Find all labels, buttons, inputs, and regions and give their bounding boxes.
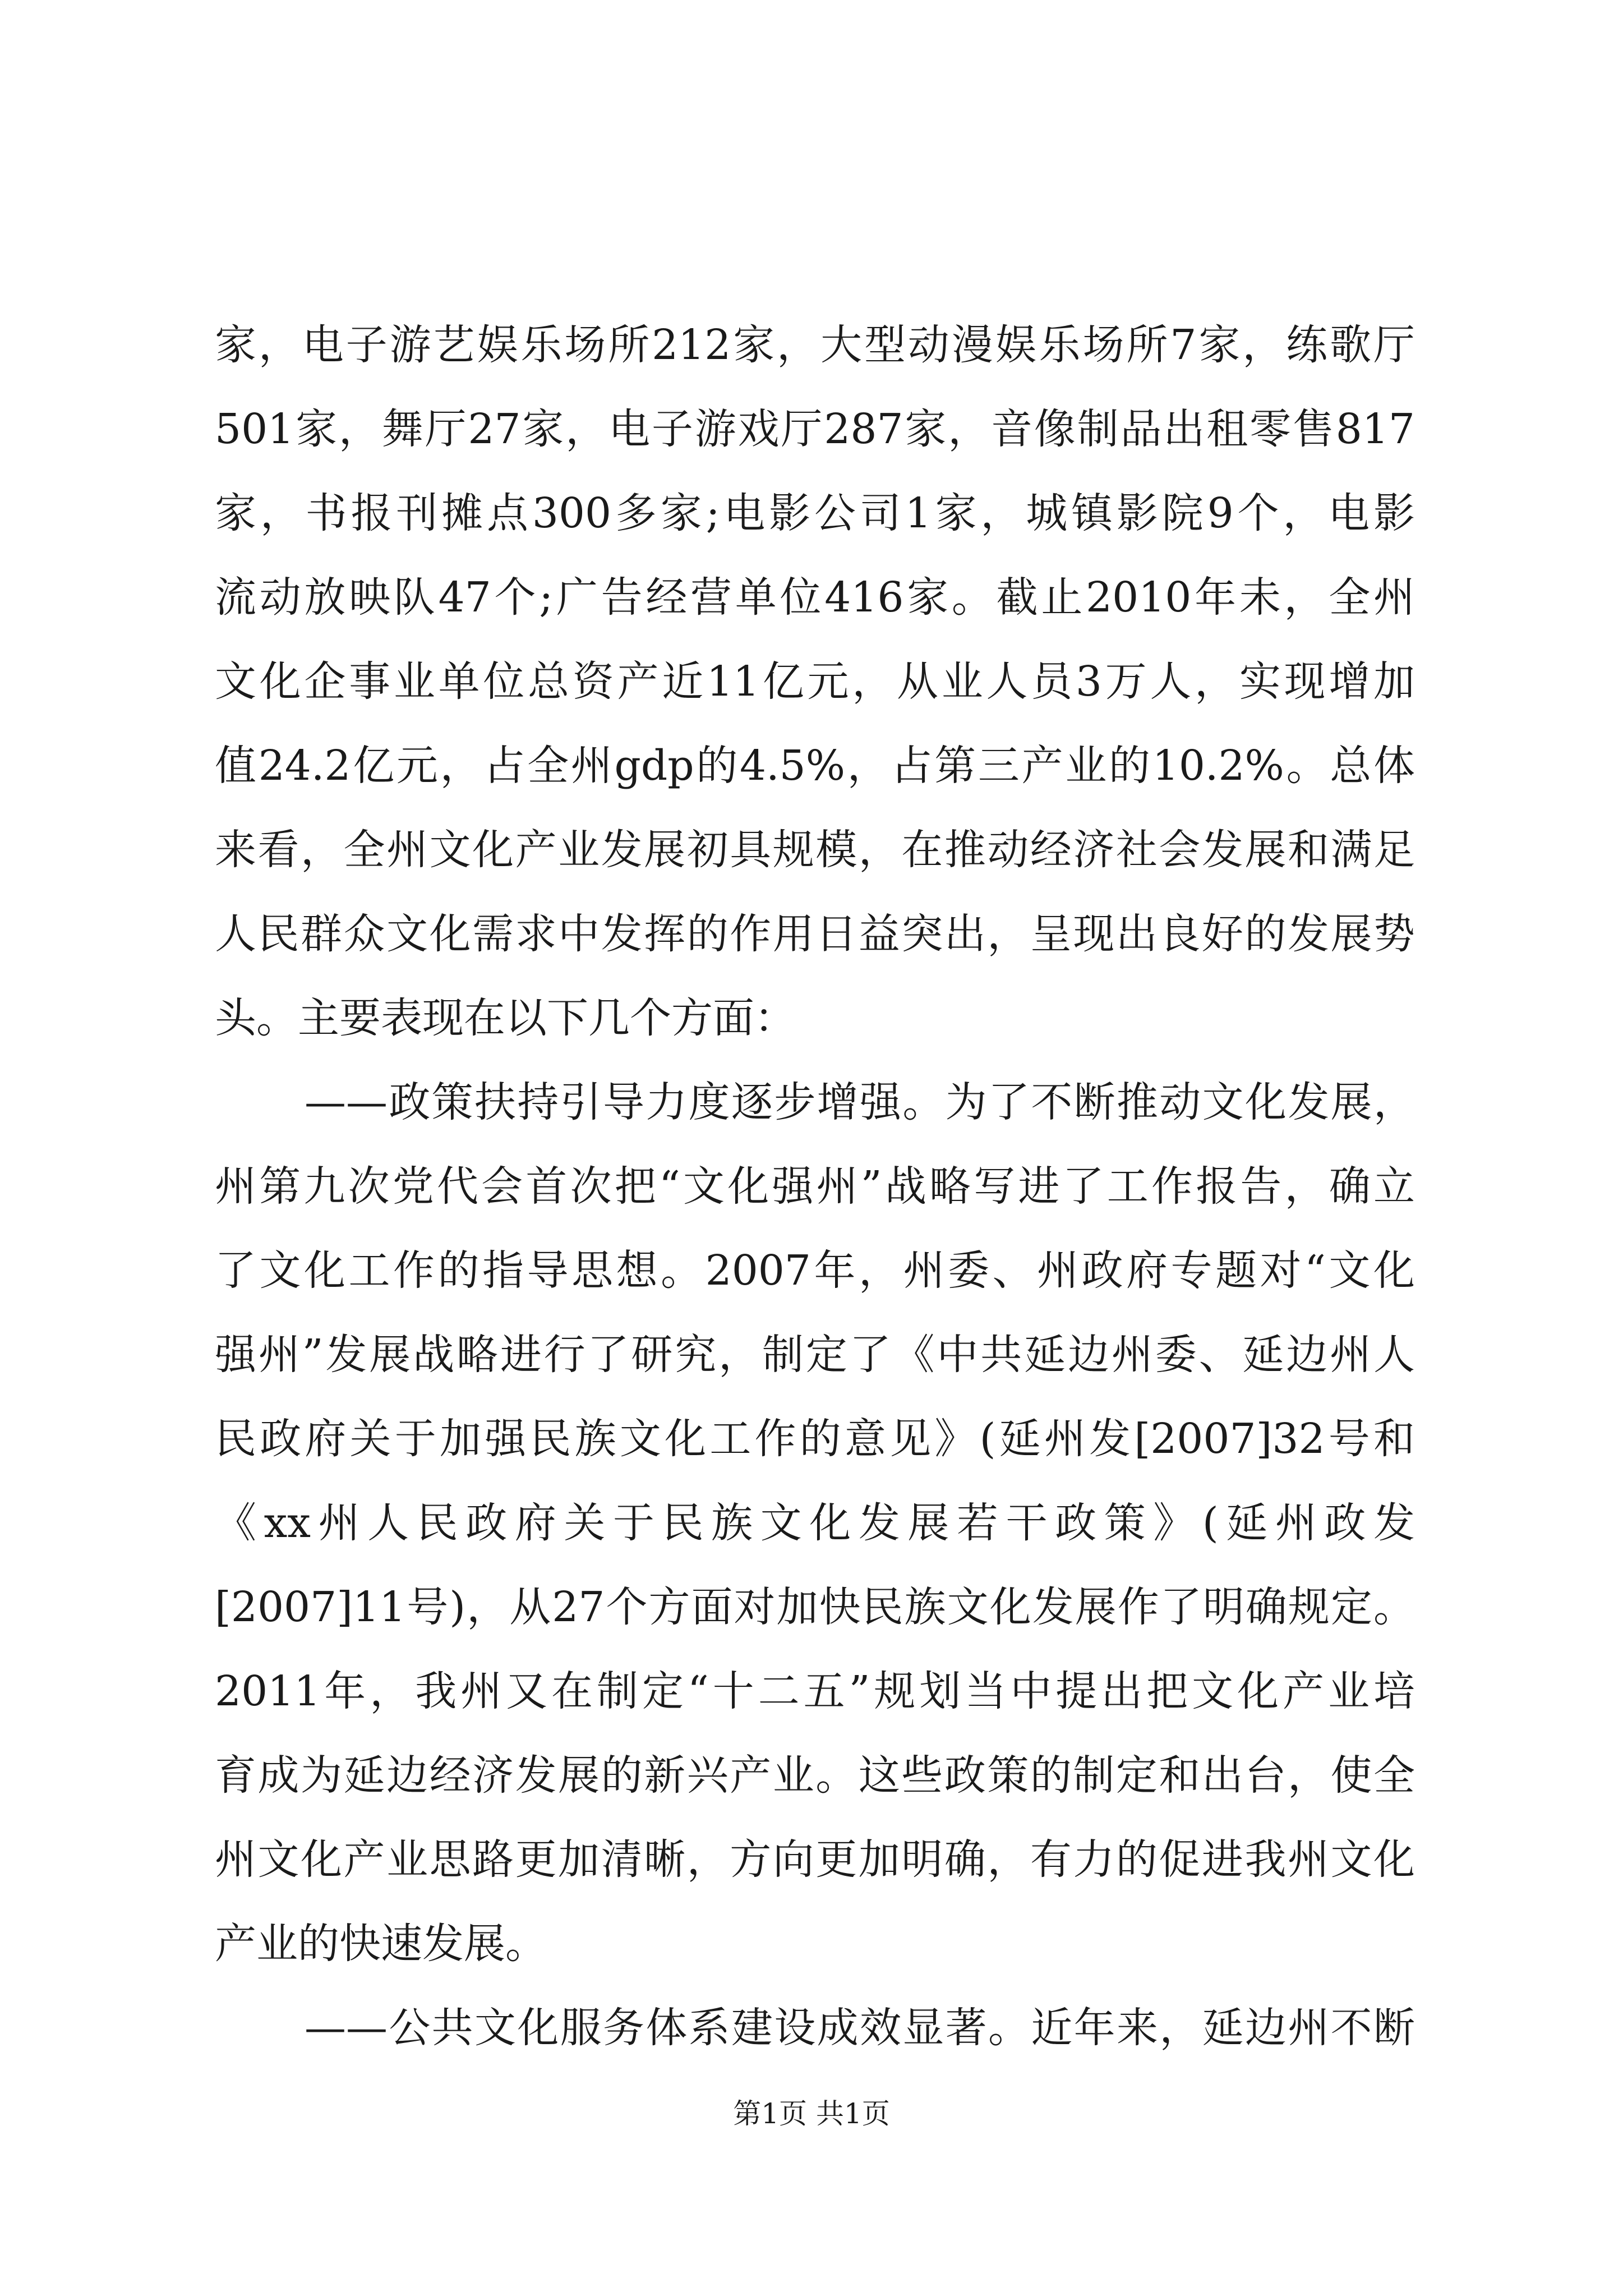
text-line: 来看，全州文化产业发展初具规模，在推动经济社会发展和满足 (215, 826, 1415, 874)
text-line: 流动放映队47个;广告经营单位416家。截止2010年未，全州 (215, 573, 1415, 622)
text-line: 了文化工作的指导思想。2007年，州委、州政府专题对“文化 (215, 1246, 1415, 1295)
text-line: [2007]11号)，从27个方面对加快民族文化发展作了明确规定。 (215, 1583, 1415, 1631)
text-line: 育成为延边经济发展的新兴产业。这些政策的制定和出台，使全 (215, 1751, 1415, 1800)
paragraph-first-line: ——政策扶持引导力度逐步增强。为了不断推动文化发展， (305, 1078, 1415, 1126)
text-line: 值24.2亿元，占全州gdp的4.5%，占第三产业的10.2%。总体 (215, 742, 1415, 790)
text-line: 头。主要表现在以下几个方面： (215, 994, 796, 1042)
paragraph-first-line: ——公共文化服务体系建设成效显著。近年来，延边州不断 (305, 2004, 1415, 2052)
text-line: 《xx州人民政府关于民族文化发展若干政策》(延州政发 (215, 1499, 1415, 1547)
text-line: 2011年，我州又在制定“十二五”规划当中提出把文化产业培 (215, 1667, 1415, 1715)
text-line: 501家，舞厅27家，电子游戏厅287家，音像制品出租零售817 (215, 405, 1415, 453)
text-line: 家，书报刊摊点300多家;电影公司1家，城镇影院9个，电影 (215, 489, 1415, 537)
text-line: 强州”发展战略进行了研究，制定了《中共延边州委、延边州人 (215, 1331, 1415, 1379)
body-text (215, 303, 1415, 2070)
text-line: 产业的快速发展。 (215, 1920, 547, 1968)
text-line: 州第九次党代会首次把“文化强州”战略写进了工作报告，确立 (215, 1162, 1415, 1211)
text-line: 人民群众文化需求中发挥的作用日益突出，呈现出良好的发展势 (215, 910, 1415, 958)
page-footer: 第1页 共1页 (733, 2097, 890, 2130)
text-line: 州文化产业思路更加清晰，方向更加明确，有力的促进我州文化 (215, 1835, 1415, 1884)
text-line: 民政府关于加强民族文化工作的意见》(延州发[2007]32号和 (215, 1415, 1415, 1463)
text-line: 文化企事业单位总资产近11亿元，从业人员3万人，实现增加 (215, 657, 1415, 706)
text-line: 家，电子游艺娱乐场所212家，大型动漫娱乐场所7家，练歌厅 (215, 321, 1415, 369)
